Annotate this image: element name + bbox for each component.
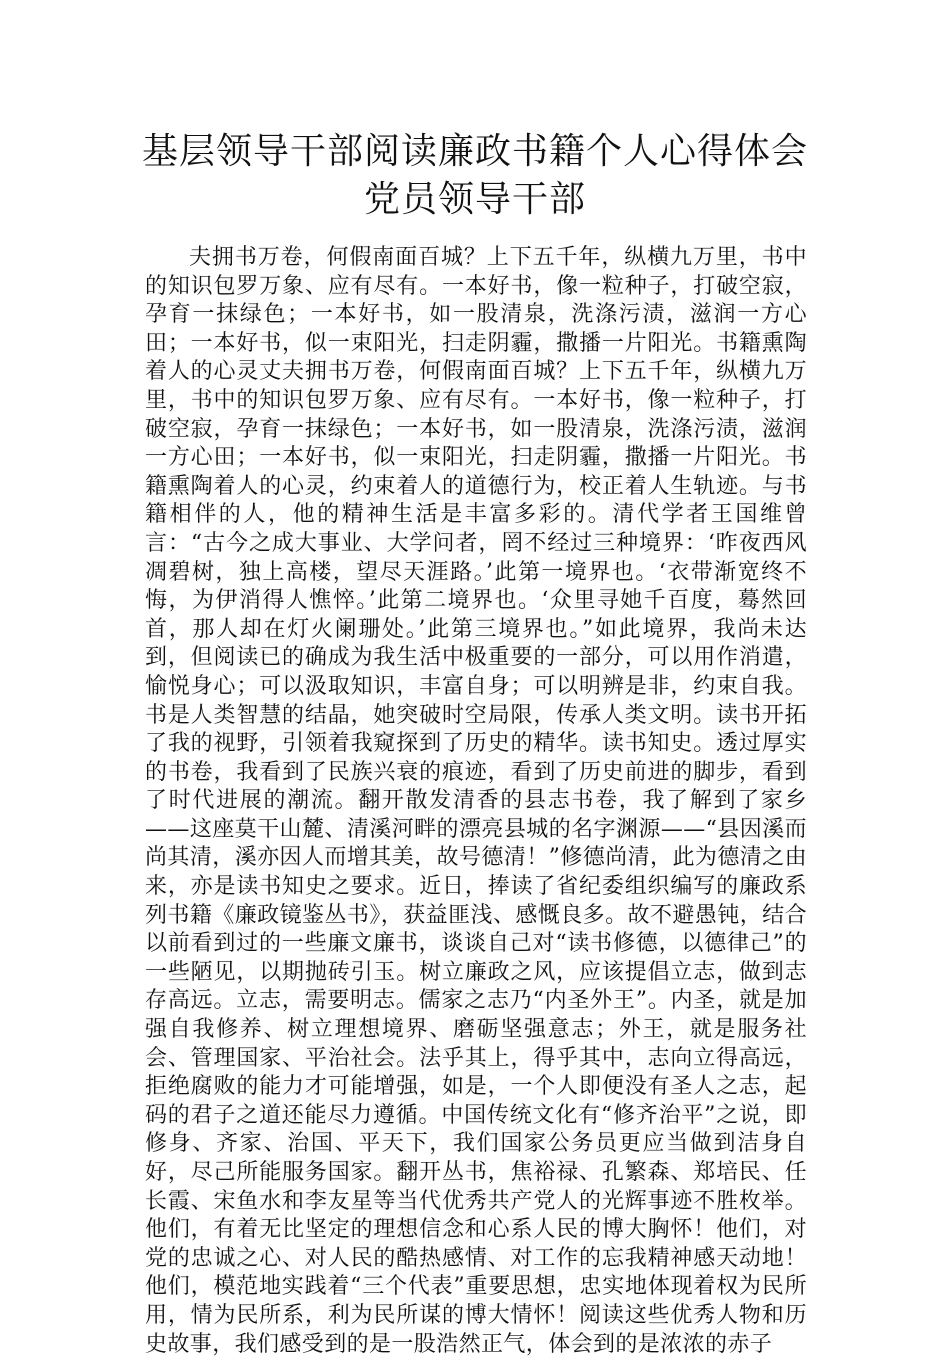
document-body [145, 244, 807, 1359]
title-line-2: 党员领导干部 [363, 179, 586, 220]
title-line-1: 基层领导干部阅读廉政书籍个人心得体会 [141, 131, 808, 172]
body-paragraph: 夫拥书万卷，何假南面百城？上下五千年，纵横九万里，书中的知识包罗万象、应有尽有。一本好书，像一粒种子，打破空寂，孕育一抹绿色；一本好书，如一股清泉，洗涤污渍，滋润一方心田；一本好书，似一束阳光，扫走阴霾，撒播一片阳光。书籍熏陶着人的心灵丈夫拥书万卷，何假南面百城？上下五千年，纵横九万里，书中的知识包罗万象、应有尽有。一本好书，像一粒种子，打破空寂，孕育一抹绿色；一本好书，如一股清泉，洗涤污渍，滋润一方心田；一本好书，似一束阳光，扫走阴霾，撒播一片阳光。书籍熏陶着人的心灵，约束着人的道德行为，校正着人生轨迹。与书籍相伴的人，他的精神生活是丰富多彩的。清代学者王国维曾言：“古今之成大事业、大学问者，罔不经过三种境界：‘昨夜西风凋碧树，独上高楼，望尽天涯路。’此第一境界也。‘衣带渐宽终不悔，为伊消得人憔悴。’此第二境界也。‘众里寻她千百度，蓦然回首，那人却在灯火阑珊处。’此第三境界也。”如此境界，我尚未达到，但阅读已的确成为我生活中极重要的一部分，可以用作消遣，愉悦身心；可以汲取知识，丰富自身；可以明辨是非，约束自我。书是人类智慧的结晶，她突破时空局限，传承人类文明。读书开拓了我的视野，引领着我窥探到了历史的精华。读书知史。透过厚实的书卷，我看到了民族兴衰的痕迹，看到了历史前进的脚步，看到了时代进展的潮流。翻开散发清香的县志书卷，我了解到了家乡——这座莫干山麓、清溪河畔的漂亮县城的名字渊源——“县因溪而尚其清，溪亦因人而增其美，故号德清！”修德尚清，此为德清之由来，亦是读书知史之要求。近日，捧读了省纪委组织编写的廉政系列书籍《廉政镜鉴丛书》，获益匪浅、感慨良多。故不避愚钝，结合以前看到过的一些廉文廉书，谈谈自己对“读书修德，以德律己”的一些陋见，以期抛砖引玉。树立廉政之风，应该提倡立志，做到志存高远。立志，需要明志。儒家之志乃“内圣外王”。内圣，就是加强自我修养、树立理想境界、磨砺坚强意志；外王，就是服务社会、管理国家、平治社会。法乎其上，得乎其中，志向立得高远，拒绝腐败的能力才可能增强，如是，一个人即便没有圣人之志，起码的君子之道还能尽力遵循。中国传统文化有“修齐治平”之说，即修身、齐家、治国、平天下，我们国家公务员更应当做到洁身自好，尽己所能服务国家。翻开丛书，焦裕禄、孔繁森、郑培民、任长霞、宋鱼水和李友星等当代优秀共产党人的光辉事迹不胜枚举。他们，有着无比坚定的理想信念和心系人民的博大胸怀！他们，对党的忠诚之心、对人民的酷热感情、对工作的忘我精神感天动地！他们，模范地实践着“三个代表”重要思想，忠实地体现着权为民所用，情为民所系，利为民所谋的博大情怀！阅读这些优秀人物和历史故事，我们感受到的是一股浩然正气，体会到的是浓浓的赤子 [145, 245, 807, 1357]
document-title [0, 128, 950, 224]
